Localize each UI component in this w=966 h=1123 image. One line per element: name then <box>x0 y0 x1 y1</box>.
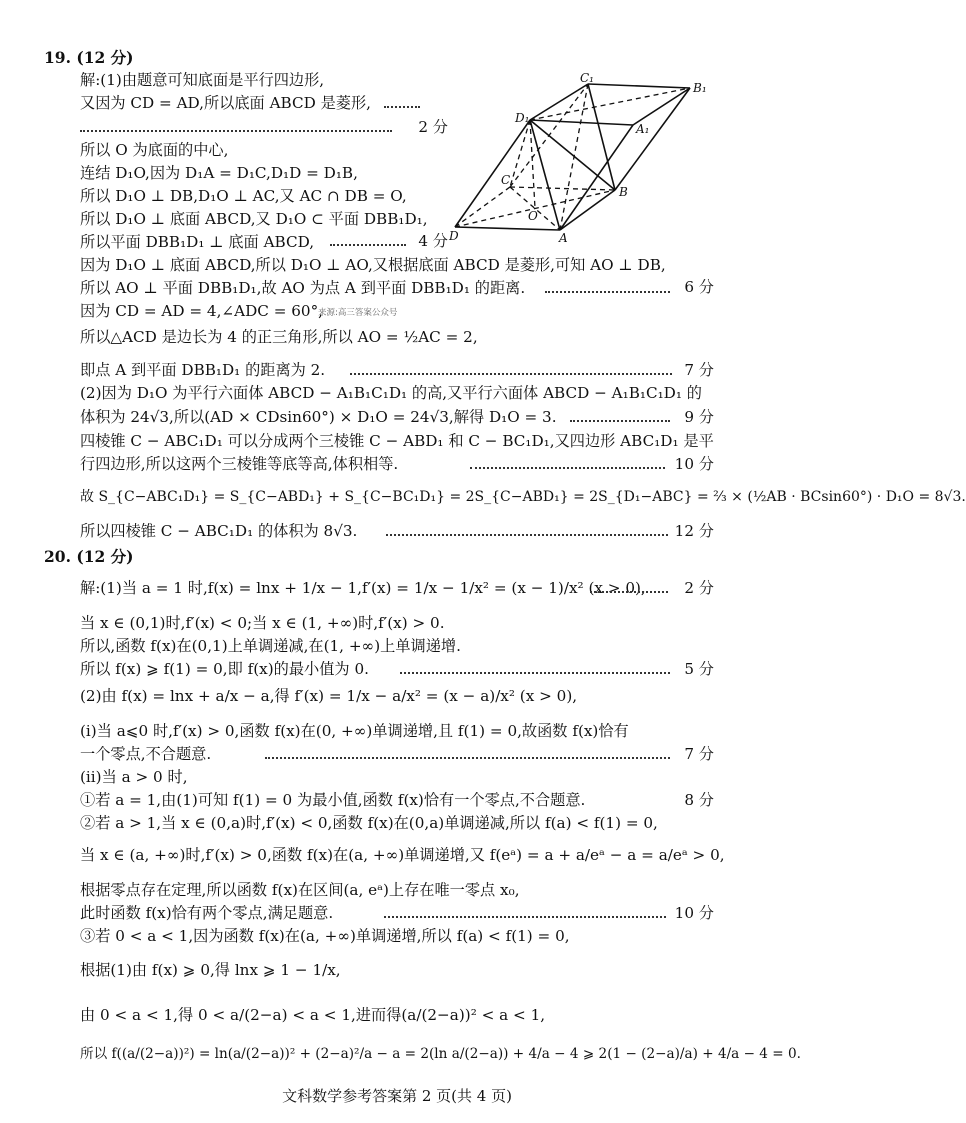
dot-leader <box>470 465 665 469</box>
dot-leader <box>384 914 666 918</box>
edge-a-a1 <box>560 125 633 230</box>
label-c: C <box>501 173 511 187</box>
q19-line-15: 四棱锥 C − ABC₁D₁ 可以分成两个三棱锥 C − ABD₁ 和 C − BC₁D₁,又四边形 ABC₁D₁ 是平 <box>80 432 714 450</box>
edge-b1-c1 <box>588 84 690 88</box>
score-mark: 8 分 <box>684 791 714 809</box>
dot-leader <box>570 418 670 422</box>
q19-line-12: 即点 A 到平面 DBB₁D₁ 的距离为 2. <box>80 361 326 379</box>
q20-line-8: (ⅱ)当 a > 0 时, <box>80 768 188 786</box>
page-footer: 文科数学参考答案第 2 页(共 4 页) <box>282 1087 512 1105</box>
dot-leader <box>265 755 670 759</box>
q19-line-16: 行四边形,所以这两个三棱锥等底等高,体积相等. <box>80 455 399 473</box>
source-watermark: 来源:高三答案公众号 <box>318 308 398 318</box>
edge-d1-b <box>530 120 615 190</box>
q20-line-4: 所以 f(x) ⩾ f(1) = 0,即 f(x)的最小值为 0. <box>80 660 369 678</box>
q19-line-2: 又因为 CD = AD,所以底面 ABCD 是菱形, <box>80 94 372 112</box>
label-a1: A₁ <box>636 122 650 136</box>
label-b: B <box>619 185 628 199</box>
score-mark: 2 分 <box>684 579 714 597</box>
q20-line-12: 根据零点存在定理,所以函数 f(x)在区间(a, eᵃ)上存在唯一零点 x₀, <box>80 881 520 899</box>
dot-leader <box>386 532 668 536</box>
dot-leader <box>350 371 672 375</box>
q19-line-5: 所以 D₁O ⊥ DB,D₁O ⊥ AC,又 AC ∩ DB = O, <box>80 187 407 205</box>
score-mark: 2 分 <box>418 118 448 136</box>
seg-d1-c <box>510 120 530 187</box>
q20-line-3: 所以,函数 f(x)在(0,1)上单调递减,在(1, +∞)上单调递增. <box>80 637 461 655</box>
dot-leader <box>545 289 670 293</box>
q20-line-17: 所以 f((a/(2−a))²) = ln(a/(2−a))² + (2−a)²/a − a = 2(ln a/(2−a)) + 4/a − 4 ⩾ 2(1 − (2−a)/a) + 4/a − 4 = 0. <box>80 1046 801 1062</box>
dot-leader <box>400 670 670 674</box>
q19-line-8: 因为 D₁O ⊥ 底面 ABCD,所以 D₁O ⊥ AO,又根据底面 ABCD 是菱形,可知 AO ⊥ DB, <box>80 256 666 274</box>
parallelepiped-figure <box>445 70 715 245</box>
score-mark: 5 分 <box>684 660 714 678</box>
dot-leader <box>590 589 668 593</box>
edge-d-d1 <box>455 120 530 227</box>
q19-line-14: 体积为 24√3,所以(AD × CDsin60°) × D₁O = 24√3,解得 D₁O = 3. <box>80 408 557 426</box>
q19-line-9: 所以 AO ⊥ 平面 DBB₁D₁,故 AO 为点 A 到平面 DBB₁D₁ 的距离. <box>80 279 526 297</box>
q20-line-9: ①若 a = 1,由(1)可知 f(1) = 0 为最小值,函数 f(x)恰有一个零点,不合题意. <box>80 791 586 809</box>
edge-c1-b <box>588 84 615 190</box>
edge-d-a <box>455 227 560 230</box>
q20-points: (12 分) <box>76 547 134 566</box>
score-mark: 12 分 <box>674 522 714 540</box>
q19-line-1: 解:(1)由题意可知底面是平行四边形, <box>80 71 325 89</box>
dot-leader <box>330 242 406 246</box>
q20-line-1: 解:(1)当 a = 1 时,f(x) = lnx + 1/x − 1,f′(x) = 1/x − 1/x² = (x − 1)/x² (x > 0), <box>80 579 646 597</box>
q20-line-5: (2)由 f(x) = lnx + a/x − a,得 f′(x) = 1/x − a/x² = (x − a)/x² (x > 0), <box>80 687 578 705</box>
edge-b-b1 <box>615 88 690 190</box>
q19-line-4: 连结 D₁O,因为 D₁A = D₁C,D₁D = D₁B, <box>80 164 358 182</box>
q20-line-7: 一个零点,不合题意. <box>80 745 212 763</box>
q20-line-14: ③若 0 < a < 1,因为函数 f(x)在(a, +∞)单调递增,所以 f(a) < f(1) = 0, <box>80 927 570 945</box>
q20-line-2: 当 x ∈ (0,1)时,f′(x) < 0;当 x ∈ (1, +∞)时,f′(x) > 0. <box>80 614 445 632</box>
seg-c1-a <box>560 84 588 230</box>
dot-leader <box>384 104 420 108</box>
label-d1: D₁ <box>515 111 530 125</box>
q19-header <box>44 46 134 68</box>
label-d: D <box>449 229 459 243</box>
score-mark: 4 分 <box>418 232 448 250</box>
q20-header <box>44 545 134 567</box>
score-mark: 9 分 <box>684 408 714 426</box>
score-mark: 7 分 <box>684 745 714 763</box>
q19-number: 19. <box>44 48 71 67</box>
dot-leader <box>80 128 392 132</box>
score-mark: 6 分 <box>684 278 714 296</box>
q20-line-10: ②若 a > 1,当 x ∈ (0,a)时,f′(x) < 0,函数 f(x)在(0,a)单调递减,所以 f(a) < f(1) = 0, <box>80 814 658 832</box>
label-o: O <box>528 209 538 223</box>
edge-c-c1 <box>510 84 588 187</box>
edge-a1-b1 <box>633 88 690 125</box>
q19-line-17: 故 S_{C−ABC₁D₁} = S_{C−ABD₁} + S_{C−BC₁D₁} = 2S_{C−ABD₁} = 2S_{D₁−ABC} = ⅔ × (½AB · BCsin60°) · D₁O = 8√3. <box>80 489 966 505</box>
q20-line-11: 当 x ∈ (a, +∞)时,f′(x) > 0,函数 f(x)在(a, +∞)单调递增,又 f(eᵃ) = a + a/eᵃ − a = a/eᵃ > 0, <box>80 846 725 864</box>
score-mark: 7 分 <box>684 361 714 379</box>
q20-line-13: 此时函数 f(x)恰有两个零点,满足题意. <box>80 904 334 922</box>
q20-line-6: (ⅰ)当 a⩽0 时,f′(x) > 0,函数 f(x)在(0, +∞)单调递增,且 f(1) = 0,故函数 f(x)恰有 <box>80 722 629 740</box>
q20-number: 20. <box>44 547 71 566</box>
edge-c-b <box>510 187 615 190</box>
score-mark: 10 分 <box>674 455 714 473</box>
score-mark: 10 分 <box>674 904 714 922</box>
q19-points: (12 分) <box>76 48 134 67</box>
label-b1: B₁ <box>693 81 707 95</box>
q19-line-6: 所以 D₁O ⊥ 底面 ABCD,又 D₁O ⊂ 平面 DBB₁D₁, <box>80 210 428 228</box>
q19-line-11: 所以△ACD 是边长为 4 的正三角形,所以 AO = ½AC = 2, <box>80 328 478 346</box>
q19-line-7: 所以平面 DBB₁D₁ ⊥ 底面 ABCD, <box>80 233 315 251</box>
q19-line-10: 因为 CD = AD = 4,∠ADC = 60°, <box>80 302 324 320</box>
q20-line-16: 由 0 < a < 1,得 0 < a/(2−a) < a < 1,进而得(a/(2−a))² < a < 1, <box>80 1006 546 1024</box>
label-c1: C₁ <box>580 71 594 85</box>
q20-line-15: 根据(1)由 f(x) ⩾ 0,得 lnx ⩾ 1 − 1/x, <box>80 961 341 979</box>
q19-line-3: 所以 O 为底面的中心, <box>80 141 229 159</box>
q19-line-13: (2)因为 D₁O 为平行六面体 ABCD − A₁B₁C₁D₁ 的高,又平行六面体 ABCD − A₁B₁C₁D₁ 的 <box>80 384 702 402</box>
q19-line-18: 所以四棱锥 C − ABC₁D₁ 的体积为 8√3. <box>80 522 358 540</box>
label-a: A <box>559 231 568 245</box>
